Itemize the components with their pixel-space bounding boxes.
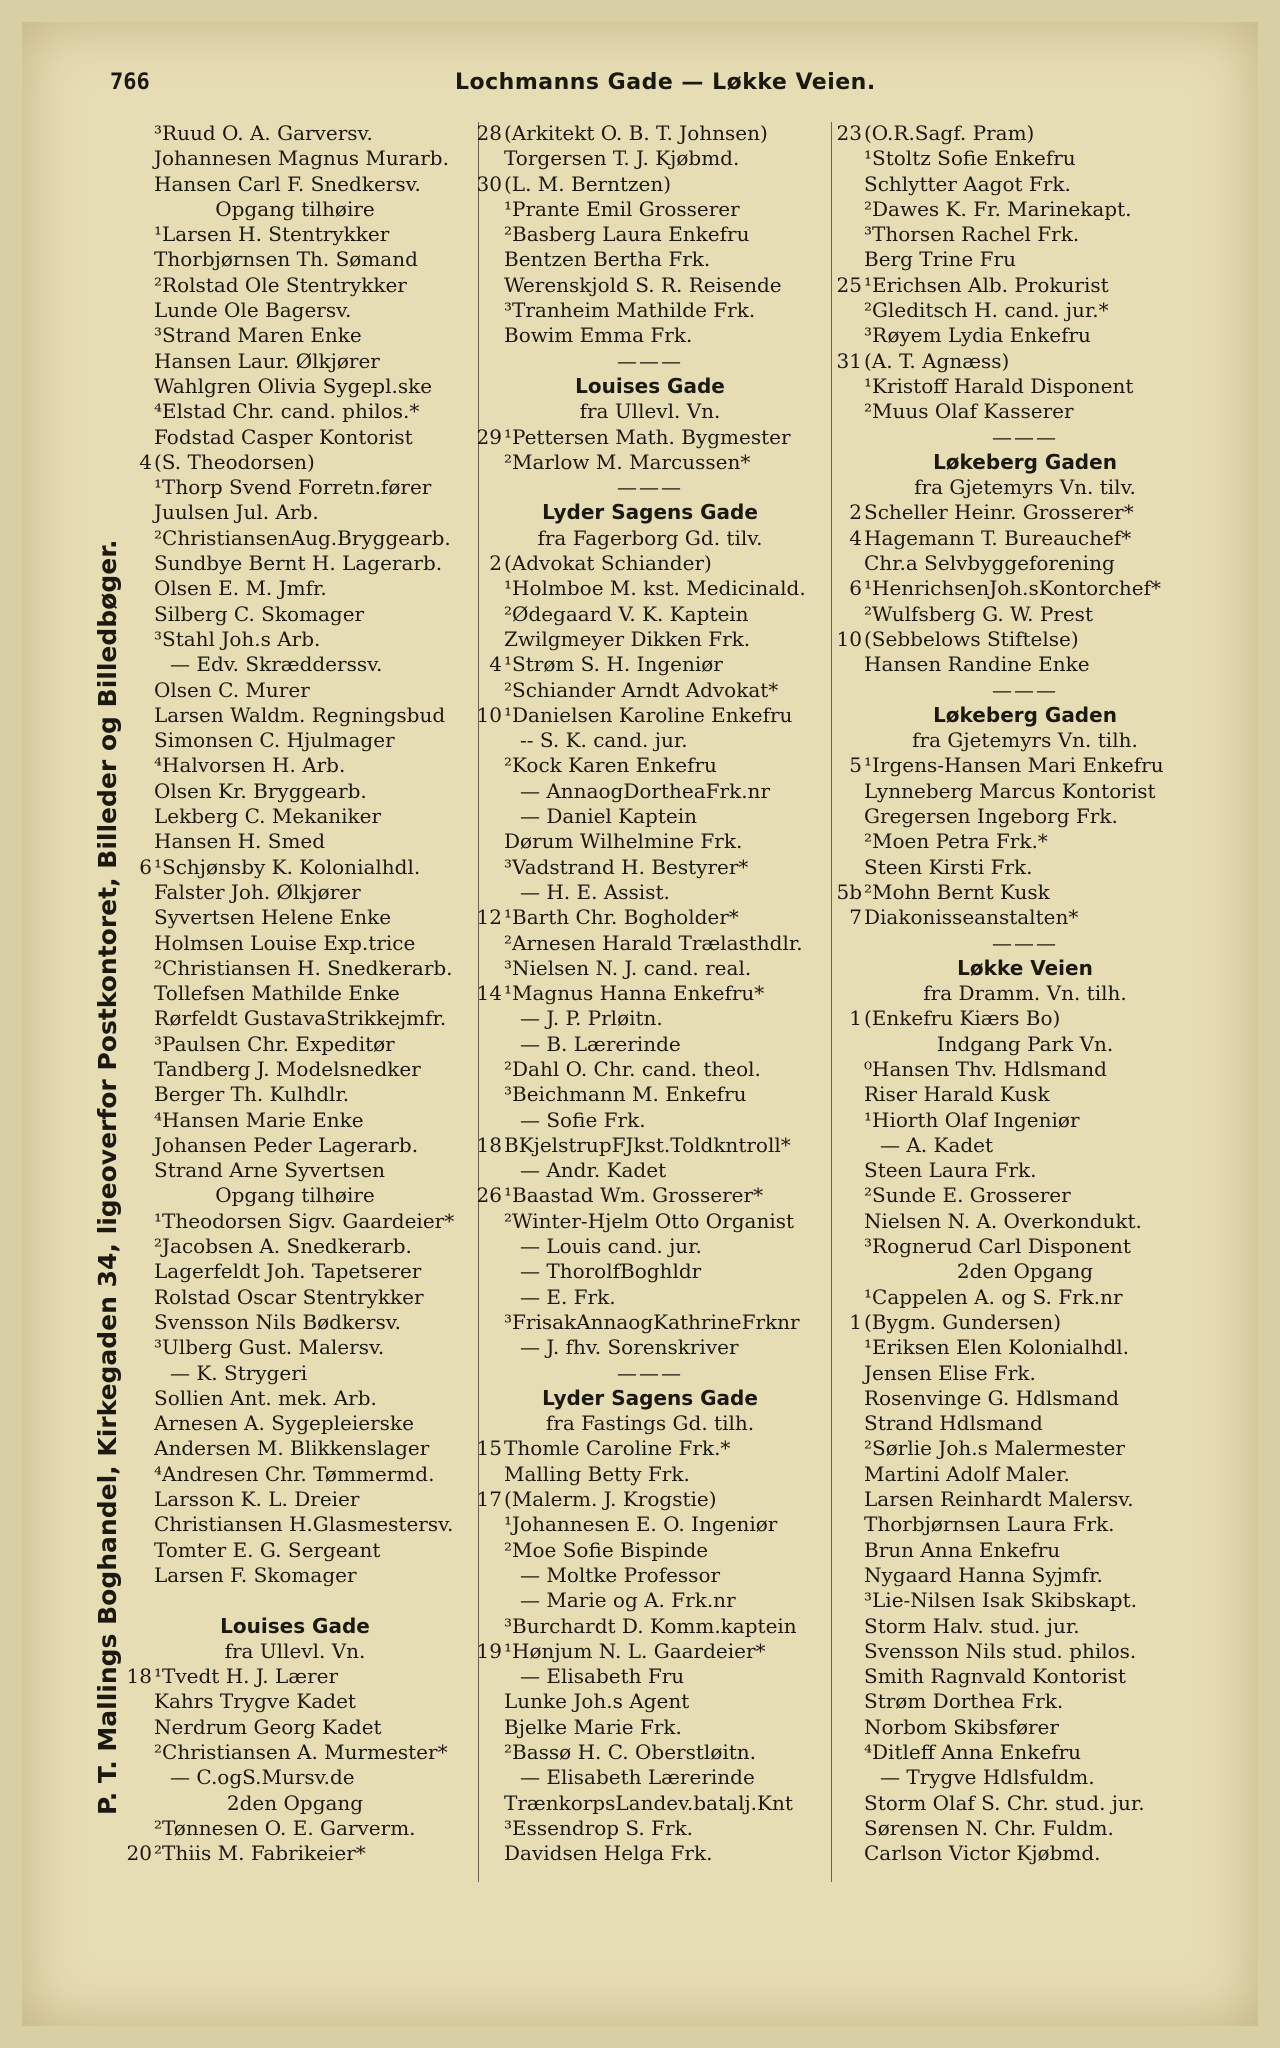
directory-entry: — A. Kadet xyxy=(880,1132,994,1157)
directory-entry: ²Moen Petra Frk.* xyxy=(864,829,1048,854)
directory-entry: Carlson Victor Kjøbmd. xyxy=(864,1841,1101,1866)
directory-entry: ²Ødegaard V. K. Kaptein xyxy=(504,601,749,626)
directory-entry: Olsen C. Murer xyxy=(154,677,310,702)
directory-entry: Brun Anna Enkefru xyxy=(864,1537,1061,1562)
directory-entry: Olsen Kr. Bryggearb. xyxy=(154,778,367,803)
directory-entry: — Moltke Professor xyxy=(520,1562,721,1587)
directory-entry: ²Muus Olaf Kasserer xyxy=(864,399,1074,424)
directory-entry: Juulsen Jul. Arb. xyxy=(154,500,319,525)
entry-text: (Enkefru Kiærs Bo) xyxy=(864,1006,1061,1031)
directory-entry: Tandberg J. Modelsnedker xyxy=(154,1056,421,1081)
street-heading: Louises Gade xyxy=(220,1613,370,1638)
directory-entry: ¹Kristoff Harald Disponent xyxy=(864,373,1134,398)
directory-entry: Larsen Waldm. Regningsbud xyxy=(154,702,446,727)
street-subheading: fra Gjetemyrs Vn. tilv. xyxy=(914,475,1136,500)
section-separator: ——— xyxy=(992,677,1058,702)
house-number: 29 xyxy=(476,424,502,449)
directory-entry xyxy=(120,1841,470,1866)
directory-entry: ³Stahl Joh.s Arb. xyxy=(154,626,321,651)
directory-entry: — K. Strygeri xyxy=(170,1360,308,1385)
directory-entry: Hansen Laur. Ølkjører xyxy=(154,348,380,373)
directory-entry: ²Kock Karen Enkefru xyxy=(504,753,717,778)
house-number: 18 xyxy=(476,1132,502,1157)
directory-entry: ¹Stoltz Sofie Enkefru xyxy=(864,146,1076,171)
directory-entry: ²Marlow M. Marcussen* xyxy=(504,449,751,474)
house-number: 25 xyxy=(836,272,862,297)
directory-entry xyxy=(830,1310,1220,1335)
directory-entry: -- S. K. cand. jur. xyxy=(520,728,688,753)
directory-entry: ⁴Hansen Marie Enke xyxy=(154,1107,364,1132)
directory-entry: ²Dahl O. Chr. cand. theol. xyxy=(504,1056,761,1081)
directory-entry: ³Strand Maren Enke xyxy=(154,323,362,348)
entry-text: (Sebbelows Stiftelse) xyxy=(864,626,1079,651)
directory-entry: Larsen F. Skomager xyxy=(154,1562,357,1587)
directory-entry: Tomter E. G. Sergeant xyxy=(154,1537,381,1562)
directory-entry: Hansen H. Smed xyxy=(154,829,326,854)
directory-entry: Chr.a Selvbyggeforening xyxy=(864,551,1115,576)
directory-entry: ²Basberg Laura Enkefru xyxy=(504,222,750,247)
directory-entry: Lynneberg Marcus Kontorist xyxy=(864,778,1156,803)
entry-text: ¹Magnus Hanna Enkefru* xyxy=(504,981,765,1006)
page-header: Lochmanns Gade — Løkke Veien. xyxy=(455,70,876,95)
page-number: 766 xyxy=(110,70,150,95)
street-subheading: 2den Opgang xyxy=(956,1259,1094,1284)
entry-text: Thomle Caroline Frk.* xyxy=(504,1436,731,1461)
directory-entry: ⁴Andresen Chr. Tømmermd. xyxy=(154,1461,435,1486)
directory-entry: ²Bassø H. C. Oberstløitn. xyxy=(504,1740,757,1764)
directory-entry: ²Dawes K. Fr. Marinekapt. xyxy=(864,196,1132,221)
entry-text: BKjelstrupFJkst.Toldkntroll* xyxy=(504,1132,791,1157)
directory-entry: Svensson Nils stud. philos. xyxy=(864,1638,1137,1663)
directory-entry: Sundbye Bernt H. Lagerarb. xyxy=(154,551,443,576)
directory-entry: Johansen Peder Lagerarb. xyxy=(154,1132,419,1157)
directory-entry: — J. fhv. Sorenskriver xyxy=(520,1335,739,1360)
street-subheading: fra Ullevl. Vn. xyxy=(224,1638,366,1663)
directory-entry xyxy=(470,1639,830,1664)
directory-entry: Berger Th. Kulhdlr. xyxy=(154,1082,350,1107)
directory-entry xyxy=(470,1133,830,1158)
directory-entry: — Trygve Hdlsfuldm. xyxy=(880,1765,1095,1790)
directory-entry: Berg Trine Fru xyxy=(864,247,1016,272)
directory-entry: Arnesen A. Sygepleierske xyxy=(154,1411,414,1436)
directory-entry: Svensson Nils Bødkersv. xyxy=(154,1309,402,1334)
directory-entry: ¹Hiorth Olaf Ingeniør xyxy=(864,1107,1080,1132)
directory-entry: Steen Laura Frk. xyxy=(864,1158,1037,1183)
house-number: 26 xyxy=(476,1183,502,1208)
directory-entry: ¹Holmboe M. kst. Medicinald. xyxy=(504,576,806,601)
directory-entry: Lekberg C. Mekaniker xyxy=(154,804,382,829)
directory-entry: — Andr. Kadet xyxy=(520,1158,667,1183)
directory-entry: ¹Larsen H. Stentrykker xyxy=(154,222,390,247)
house-number: 1 xyxy=(849,1006,862,1031)
directory-entry: ³Røyem Lydia Enkefru xyxy=(864,323,1091,348)
directory-entry xyxy=(470,121,830,146)
directory-entry: ³Rognerud Carl Disponent xyxy=(864,1234,1131,1259)
directory-entry: — C.ogS.Mursv.de xyxy=(170,1765,355,1790)
directory-entry: ³Lie-Nilsen Isak Skibskapt. xyxy=(864,1588,1138,1613)
directory-entry: ²Wulfsberg G. W. Prest xyxy=(864,601,1093,626)
street-subheading: Opgang tilhøire xyxy=(215,1183,375,1208)
section-separator: ——— xyxy=(992,424,1058,449)
directory-entry xyxy=(470,172,830,197)
entry-text: Scheller Heinr. Grosserer* xyxy=(864,500,1134,525)
directory-entry: — Sofie Frk. xyxy=(520,1107,646,1132)
column-1 xyxy=(120,121,470,1866)
street-subheading: fra Gjetemyrs Vn. tilh. xyxy=(912,728,1138,753)
entry-text: (A. T. Agnæss) xyxy=(864,348,1010,373)
directory-entry: Kahrs Trygve Kadet xyxy=(154,1689,356,1714)
directory-entry: ³Vadstrand H. Bestyrer* xyxy=(504,854,749,879)
directory-entry: Tollefsen Mathilde Enke xyxy=(154,981,400,1006)
directory-entry: ²ChristiansenAug.Bryggearb. xyxy=(154,525,451,550)
directory-entry: ²Sørlie Joh.s Malermester xyxy=(864,1436,1125,1461)
directory-entry: ²Sunde E. Grosserer xyxy=(864,1183,1071,1208)
directory-entry: Nerdrum Georg Kadet xyxy=(154,1714,382,1739)
house-number: 10 xyxy=(836,626,862,651)
directory-entry: Torgersen T. J. Kjøbmd. xyxy=(504,146,740,171)
directory-entry: ³Burchardt D. Komm.kaptein xyxy=(504,1613,797,1638)
directory-entry: Bentzen Bertha Frk. xyxy=(504,247,711,272)
house-number: 31 xyxy=(836,348,862,373)
spacer xyxy=(120,1588,470,1613)
street-subheading: fra Dramm. Vn. tilh. xyxy=(923,981,1127,1006)
directory-entry: Rørfeldt GustavaStrikkejmfr. xyxy=(154,1006,447,1031)
entry-text: (S. Theodorsen) xyxy=(154,449,315,474)
directory-entry: Schlytter Aagot Frk. xyxy=(864,171,1071,196)
street-subheading: fra Ullevl. Vn. xyxy=(579,399,721,424)
directory-entry: Simonsen C. Hjulmager xyxy=(154,728,395,753)
directory-entry: Larsson K. L. Dreier xyxy=(154,1487,360,1512)
street-heading: Løkeberg Gaden xyxy=(933,449,1117,474)
directory-entry: Johannesen Magnus Murarb. xyxy=(154,146,449,171)
directory-entry: Wahlgren Olivia Sygepl.ske xyxy=(154,373,433,398)
directory-entry: Martini Adolf Maler. xyxy=(864,1461,1070,1486)
directory-entry: Thorbjørnsen Th. Sømand xyxy=(154,247,418,272)
section-separator: ——— xyxy=(617,348,683,373)
directory-entry: ²Winter-Hjelm Otto Organist xyxy=(504,1208,795,1233)
directory-entry xyxy=(470,425,830,450)
directory-entry: ⁴Halvorsen H. Arb. xyxy=(154,753,346,778)
directory-entry: Thorbjørnsen Laura Frk. xyxy=(864,1512,1115,1537)
directory-entry: ²Rolstad Ole Stentrykker xyxy=(154,272,407,297)
directory-entry: ³Beichmann M. Enkefru xyxy=(504,1082,747,1107)
directory-entry: ²Christiansen A. Murmester* xyxy=(154,1740,448,1764)
directory-entry: Bowim Emma Frk. xyxy=(504,323,693,348)
entry-text: ¹Strøm S. H. Ingeniør xyxy=(504,652,723,677)
directory-entry: Christiansen H.Glasmestersv. xyxy=(154,1512,454,1537)
directory-entry: ³Ulberg Gust. Malersv. xyxy=(154,1335,385,1360)
entry-text: ²Thiis M. Fabrikeier* xyxy=(154,1841,366,1866)
directory-entry: Hansen Carl F. Snedkersv. xyxy=(154,171,421,196)
directory-entry: Olsen E. M. Jmfr. xyxy=(154,576,327,601)
house-number: 28 xyxy=(476,121,502,145)
house-number: 2 xyxy=(849,500,862,525)
directory-entry: ²Christiansen H. Snedkerarb. xyxy=(154,955,453,980)
directory-entry xyxy=(470,551,830,576)
entry-text: ¹Pettersen Math. Bygmester xyxy=(504,424,791,449)
directory-entry: Storm Olaf S. Chr. stud. jur. xyxy=(864,1790,1145,1815)
directory-entry: ²Jacobsen A. Snedkerarb. xyxy=(154,1234,412,1259)
directory-entry: ³Thorsen Rachel Frk. xyxy=(864,222,1080,247)
directory-entry: ¹Theodorsen Sigv. Gaardeier* xyxy=(154,1208,455,1233)
entry-text: (Arkitekt O. B. T. Johnsen) xyxy=(504,121,768,145)
directory-entry: Storm Halv. stud. jur. xyxy=(864,1613,1080,1638)
street-heading: Lyder Sagens Gade xyxy=(542,1385,758,1410)
directory-entry: Lunke Joh.s Agent xyxy=(504,1689,690,1714)
house-number: 4 xyxy=(139,449,152,474)
directory-entry: ²Tønnesen O. E. Garverm. xyxy=(154,1815,416,1840)
house-number: 19 xyxy=(476,1638,502,1663)
directory-entry xyxy=(470,1183,830,1208)
directory-entry: Strøm Dorthea Frk. xyxy=(864,1689,1064,1714)
directory-entry: Larsen Reinhardt Malersv. xyxy=(864,1487,1134,1512)
house-number: 20 xyxy=(126,1841,152,1866)
directory-entry: Smith Ragnvald Kontorist xyxy=(864,1664,1126,1689)
directory-entry: Sollien Ant. mek. Arb. xyxy=(154,1385,377,1410)
house-number: 23 xyxy=(836,121,862,145)
directory-entry: Gregersen Ingeborg Frk. xyxy=(864,804,1118,829)
directory-entry: — ThorolfBoghldr xyxy=(520,1259,702,1284)
directory-entry: Strand Hdlsmand xyxy=(864,1411,1043,1436)
entry-text: Diakonisseanstalten* xyxy=(864,905,1079,930)
directory-entry: Nielsen N. A. Overkondukt. xyxy=(864,1208,1142,1233)
house-number: 4 xyxy=(849,525,862,550)
directory-entry: ¹Prante Emil Grosserer xyxy=(504,196,740,221)
directory-entry: — E. Frk. xyxy=(520,1284,616,1309)
entry-text: ¹Baastad Wm. Grosserer* xyxy=(504,1183,764,1208)
directory-entry: ³Essendrop S. Frk. xyxy=(504,1815,694,1840)
directory-entry: Silberg C. Skomager xyxy=(154,601,365,626)
directory-entry: — Edv. Skrædderssv. xyxy=(170,652,383,677)
street-heading: Løkke Veien xyxy=(957,955,1093,980)
house-number: 5 xyxy=(849,753,862,778)
directory-entry: — Louis cand. jur. xyxy=(520,1234,702,1259)
directory-entry xyxy=(470,981,830,1006)
directory-entry: ²Arnesen Harald Trælasthdlr. xyxy=(504,930,803,955)
directory-entry xyxy=(470,905,830,930)
directory-entry: ³FrisakAnnaogKathrineFrknr xyxy=(504,1309,800,1334)
directory-entry: Dørum Wilhelmine Frk. xyxy=(504,829,743,854)
directory-entry: Norbom Skibsfører xyxy=(864,1714,1059,1739)
directory-entry xyxy=(830,526,1220,551)
directory-entry: Bjelke Marie Frk. xyxy=(504,1714,682,1739)
directory-entry: — Marie og A. Frk.nr xyxy=(520,1588,736,1613)
street-heading: Louises Gade xyxy=(575,373,725,398)
directory-entry: Rolstad Oscar Stentrykker xyxy=(154,1284,424,1309)
directory-entry: ¹Johannesen E. O. Ingeniør xyxy=(504,1512,778,1537)
directory-entry xyxy=(120,450,470,475)
house-number: 5b xyxy=(836,879,862,904)
street-subheading: fra Fastings Gd. tilh. xyxy=(545,1411,755,1436)
directory-entry: ³Tranheim Mathilde Frk. xyxy=(504,298,756,323)
directory-entry: Malling Betty Frk. xyxy=(504,1461,690,1486)
entry-text: (O.R.Sagf. Pram) xyxy=(864,121,1035,145)
column-2 xyxy=(470,121,830,1866)
directory-entry: Jensen Elise Frk. xyxy=(864,1360,1036,1385)
street-subheading: Opgang tilhøire xyxy=(215,196,375,221)
entry-text: ¹Irgens-Hansen Mari Enkefru xyxy=(864,753,1164,778)
directory-entry: Falster Joh. Ølkjører xyxy=(154,879,361,904)
directory-entry: ⁴Elstad Chr. cand. philos.* xyxy=(154,399,420,424)
side-advertisement: P. T. Mallings Boghandel, Kirkegaden 34, ligeoverfor Postkontoret, Billeder og Billedbøger. xyxy=(93,539,122,1815)
house-number: 15 xyxy=(476,1436,502,1461)
street-subheading: 2den Opgang xyxy=(226,1790,364,1815)
directory-entry: Holmsen Louise Exp.trice xyxy=(154,930,416,955)
entry-text: ¹Schjønsby K. Kolonialhdl. xyxy=(154,854,421,879)
entry-text: (L. M. Berntzen) xyxy=(504,171,672,196)
directory-entry xyxy=(830,121,1220,146)
directory-entry: Steen Kirsti Frk. xyxy=(864,854,1033,879)
directory-entry: ⁴Ditleff Anna Enkefru xyxy=(864,1740,1082,1764)
directory-entry: — Elisabeth Fru xyxy=(520,1664,685,1689)
entry-text: ¹Danielsen Karoline Enkefru xyxy=(504,702,793,727)
directory-entry xyxy=(830,627,1220,652)
directory-entry: Strand Arne Syvertsen xyxy=(154,1158,386,1183)
directory-entry xyxy=(470,1436,830,1461)
house-number: 6 xyxy=(849,576,862,601)
house-number: 10 xyxy=(476,702,502,727)
house-number: 17 xyxy=(476,1487,502,1512)
entry-text: ¹Erichsen Alb. Prokurist xyxy=(864,272,1109,297)
directory-entry: ²Schiander Arndt Advokat* xyxy=(504,677,779,702)
directory-entry: Hansen Randine Enke xyxy=(864,652,1090,677)
street-heading: Lyder Sagens Gade xyxy=(542,500,758,525)
entry-text: ¹Barth Chr. Bogholder* xyxy=(504,905,739,930)
directory-entry: — H. E. Assist. xyxy=(520,879,670,904)
directory-entry xyxy=(120,1664,470,1689)
directory-entry: Werenskjold S. R. Reisende xyxy=(504,272,782,297)
directory-entry: ²Moe Sofie Bispinde xyxy=(504,1537,709,1562)
column-3 xyxy=(830,121,1220,1866)
directory-entry xyxy=(830,500,1220,525)
house-number: 2 xyxy=(489,551,502,576)
section-separator: ——— xyxy=(992,930,1058,955)
directory-entry: ⁰Hansen Thv. Hdlsmand xyxy=(864,1056,1107,1081)
directory-entry: — AnnaogDortheaFrk.nr xyxy=(520,778,770,803)
directory-entry xyxy=(830,1006,1220,1031)
directory-entry xyxy=(830,576,1220,601)
street-heading: Løkeberg Gaden xyxy=(933,702,1117,727)
section-separator: ——— xyxy=(617,475,683,500)
house-number: 12 xyxy=(476,905,502,930)
directory-entry: Zwilgmeyer Dikken Frk. xyxy=(504,626,751,651)
entry-text: ¹Tvedt H. J. Lærer xyxy=(154,1664,339,1689)
house-number: 30 xyxy=(476,171,502,196)
directory-entry: Nygaard Hanna Syjmfr. xyxy=(864,1562,1103,1587)
directory-entry xyxy=(470,1487,830,1512)
directory-entry: TrænkorpsLandev.batalj.Knt xyxy=(504,1790,793,1815)
directory-entry: — Daniel Kaptein xyxy=(520,804,698,829)
entry-text: ¹Hønjum N. L. Gaardeier* xyxy=(504,1638,766,1663)
directory-entry: ³Ruud O. A. Garversv. xyxy=(154,121,373,145)
section-separator: ——— xyxy=(617,1360,683,1385)
directory-entry: Syvertsen Helene Enke xyxy=(154,905,392,930)
directory-entry: ¹Thorp Svend Forretn.fører xyxy=(154,475,432,500)
directory-entry: Andersen M. Blikkenslager xyxy=(154,1436,430,1461)
directory-entry: ³Nielsen N. J. cand. real. xyxy=(504,955,752,980)
entry-text: ²Mohn Bernt Kusk xyxy=(864,879,1050,904)
directory-entry xyxy=(830,753,1220,778)
directory-entry: ²Gleditsch H. cand. jur.* xyxy=(864,298,1109,323)
directory-entry: Davidsen Helga Frk. xyxy=(504,1841,713,1866)
directory-entry: ¹Eriksen Elen Kolonialhdl. xyxy=(864,1335,1130,1360)
directory-entry: — Elisabeth Lærerinde xyxy=(520,1765,755,1790)
directory-entry xyxy=(830,349,1220,374)
house-number: 7 xyxy=(849,905,862,930)
directory-entry xyxy=(830,273,1220,298)
house-number: 14 xyxy=(476,981,502,1006)
directory-entry: Riser Harald Kusk xyxy=(864,1082,1050,1107)
house-number: 6 xyxy=(139,854,152,879)
directory-entry xyxy=(120,855,470,880)
entry-text: ¹HenrichsenJoh.sKontorchef* xyxy=(864,576,1162,601)
house-number: 4 xyxy=(489,652,502,677)
directory-entry: — B. Lærerinde xyxy=(520,1031,681,1056)
directory-entry: Lunde Ole Bagersv. xyxy=(154,298,352,323)
directory-entry xyxy=(470,703,830,728)
entry-text: Hagemann T. Bureauchef* xyxy=(864,525,1132,550)
directory-entry: Sørensen N. Chr. Fuldm. xyxy=(864,1815,1114,1840)
directory-entry xyxy=(830,905,1220,930)
street-subheading: fra Fagerborg Gd. tilv. xyxy=(537,525,763,550)
entry-text: (Advokat Schiander) xyxy=(504,551,712,576)
directory-entry: — J. P. Prløitn. xyxy=(520,1006,663,1031)
directory-entry: ³Paulsen Chr. Expeditør xyxy=(154,1031,395,1056)
entry-text: (Malerm. J. Krogstie) xyxy=(504,1487,717,1512)
street-subheading: Indgang Park Vn. xyxy=(936,1031,1114,1056)
directory-entry: Fodstad Casper Kontorist xyxy=(154,424,413,449)
entry-text: (Bygm. Gundersen) xyxy=(864,1309,1062,1334)
directory-entry: ¹Cappelen A. og S. Frk.nr xyxy=(864,1284,1123,1309)
directory-entry xyxy=(470,652,830,677)
directory-entry xyxy=(830,880,1220,905)
directory-entry: Rosenvinge G. Hdlsmand xyxy=(864,1385,1120,1410)
house-number: 18 xyxy=(126,1664,152,1689)
directory-entry: Lagerfeldt Joh. Tapetserer xyxy=(154,1259,422,1284)
house-number: 1 xyxy=(849,1309,862,1334)
